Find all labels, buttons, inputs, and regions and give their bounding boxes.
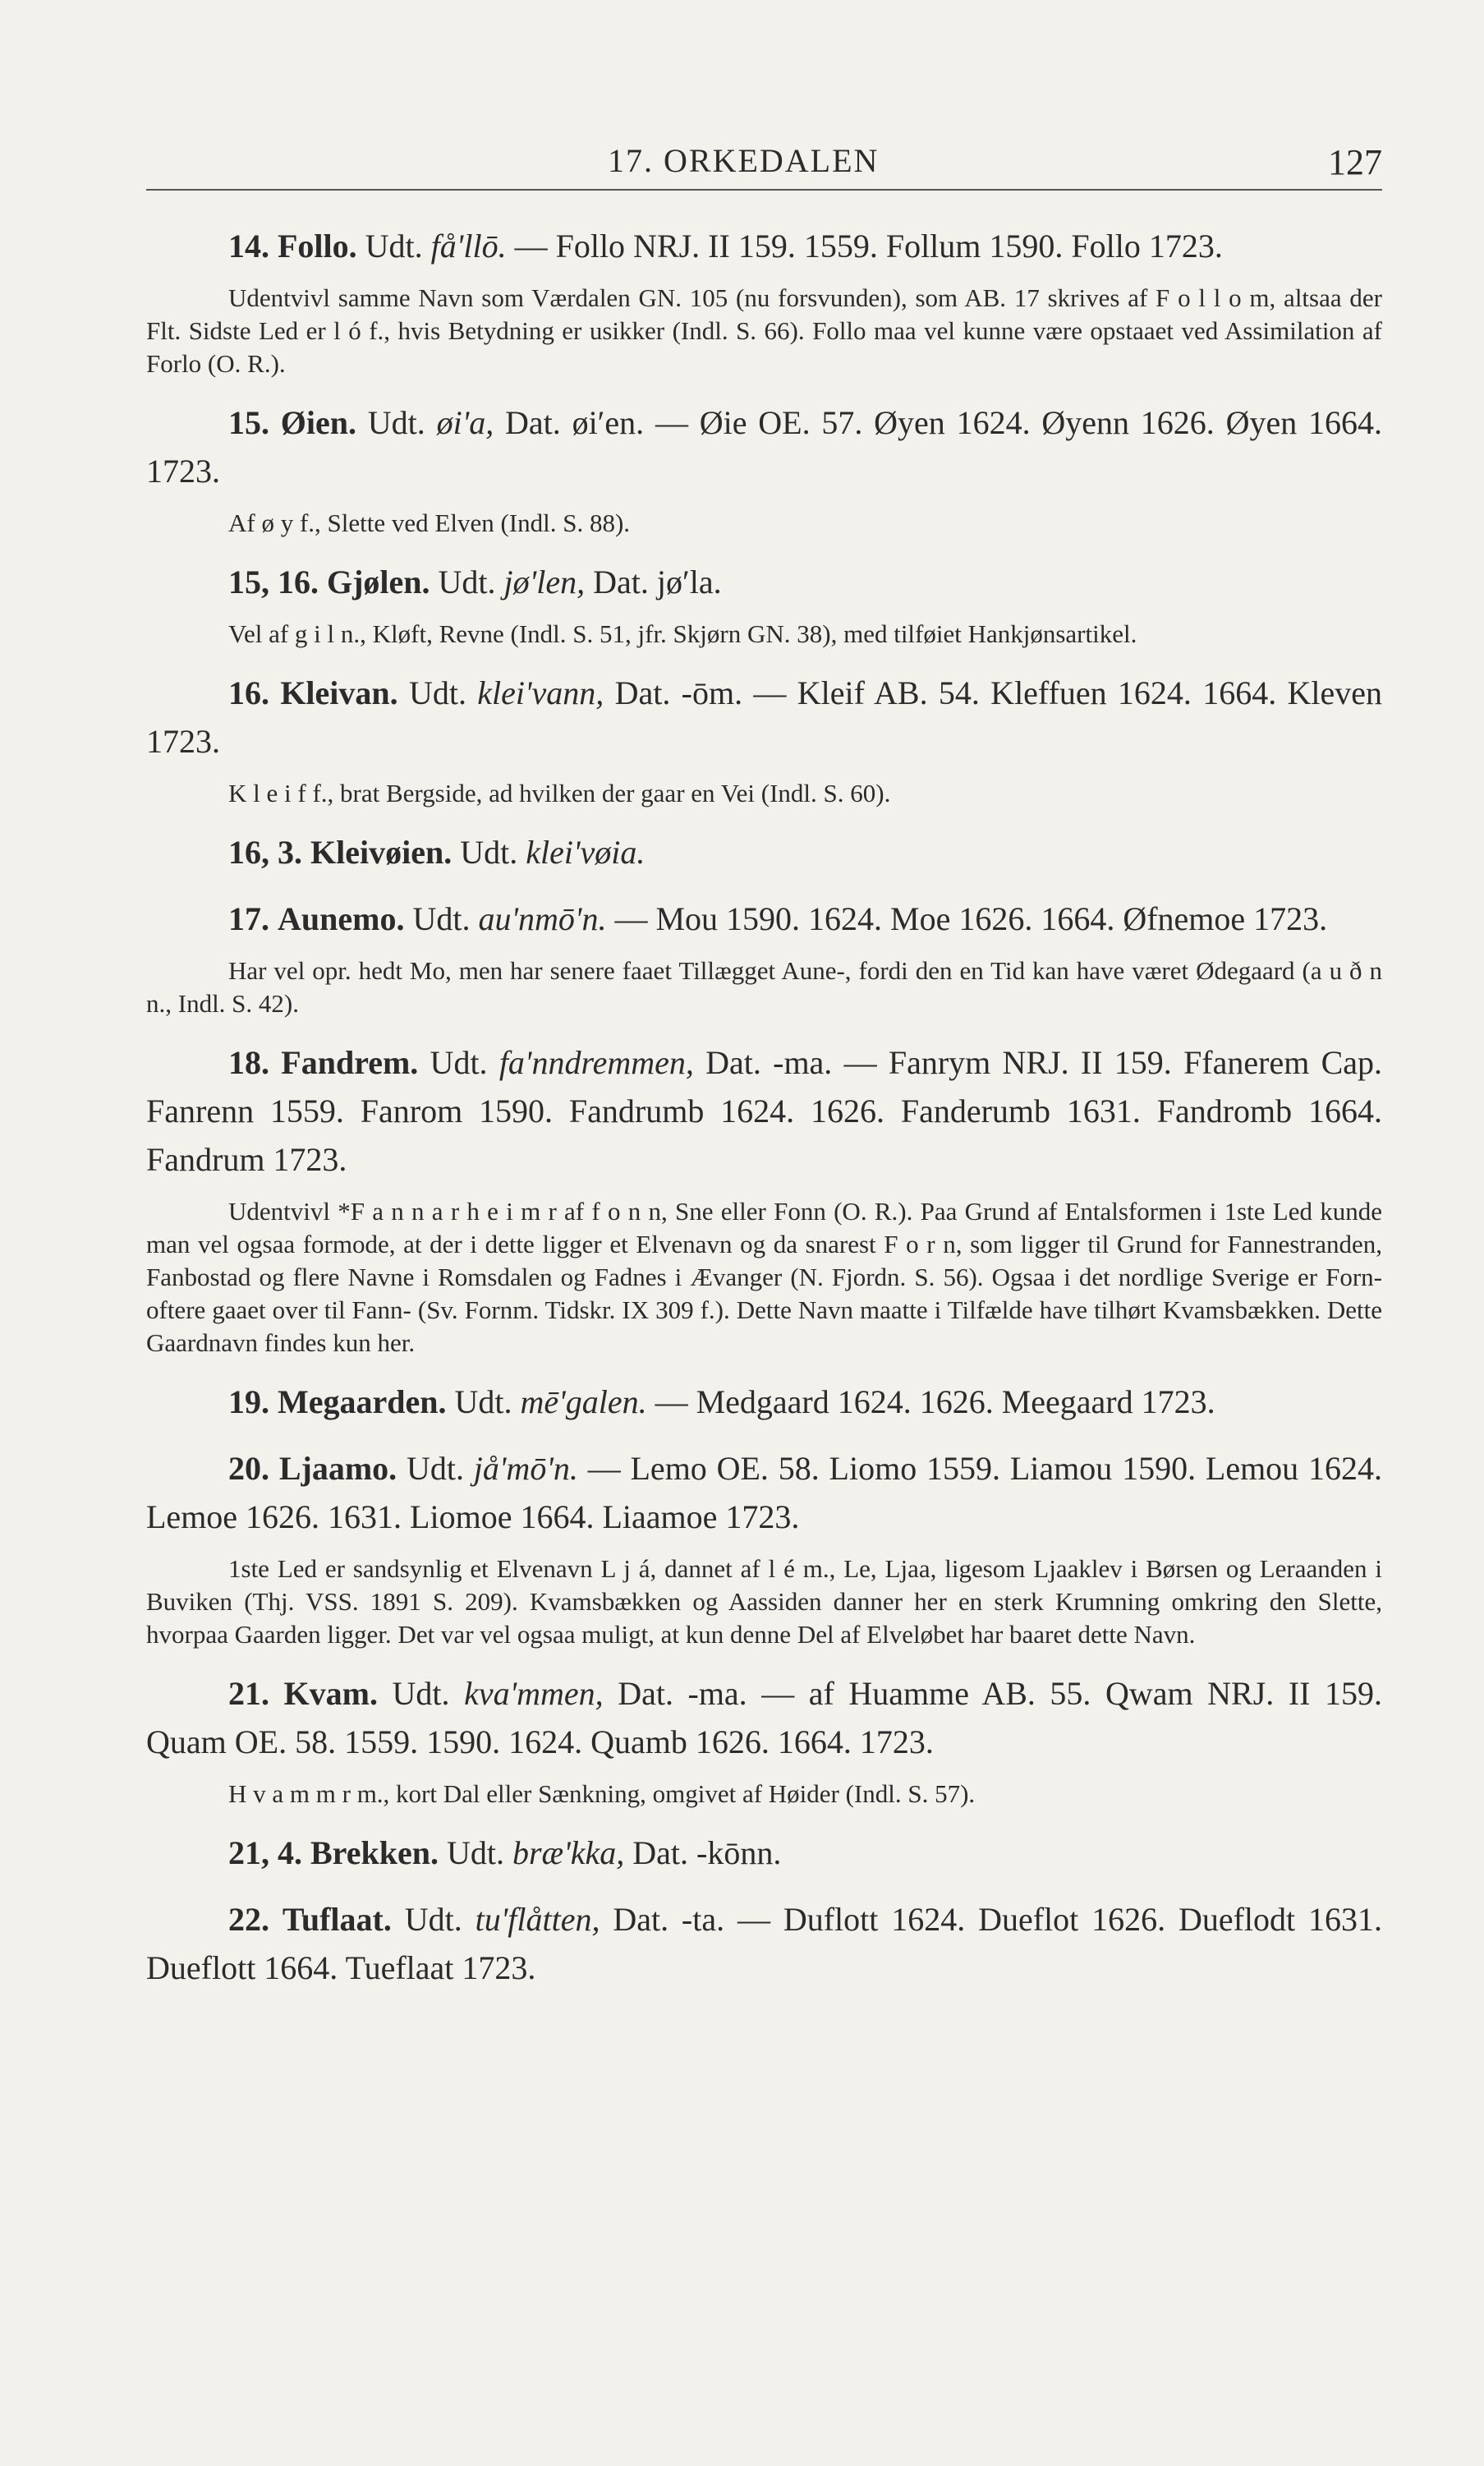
- pronunciation: jøʹlen,: [503, 564, 586, 600]
- entry-15-16-note: Vel af g i l n., Kløft, Revne (Indl. S. 51, jfr. Skjørn GN. 38), med tilføiet Hankjønsartikel.: [228, 619, 1137, 648]
- entry-15-heading: 15. Øien. Udt. øiʹa, Dat. øiʹen. — Øie OE. 57. Øyen 1624. Øyenn 1626. Øyen 1664. 1723.: [146, 404, 1382, 490]
- entry-number: 16, 3.: [228, 834, 302, 871]
- farm-name: Fandrem.: [281, 1044, 419, 1081]
- entry-14-note: Udentvivl samme Navn som Værdalen GN. 105 (nu forsvunden), som AB. 17 skrives af F o l l o m, altsaa der Flt. Sidste Led er l ó f., hvis Betydning er usikker (Indl. S. 66). Follo maa vel kunne være opstaaet ved Assimilation af Forlo (O. R.).: [146, 283, 1382, 378]
- historical-forms: Dat. -ta. — Duflott 1624. Dueflot 1626. Dueflodt 1631. Dueflott 1664. Tueflaat 1723.: [146, 1901, 1383, 1986]
- entry-number: 22.: [228, 1901, 269, 1938]
- pronunciation: kleiʹvøia.: [526, 834, 646, 871]
- historical-forms: — Follo NRJ. II 159. 1559. Follum 1590. Follo 1723.: [514, 228, 1223, 265]
- historical-forms: Dat. -kōnn.: [632, 1834, 782, 1871]
- pronunciation: øiʹa,: [436, 404, 494, 441]
- historical-forms: — Mou 1590. 1624. Moe 1626. 1664. Øfnemoe 1723.: [614, 900, 1328, 937]
- pronunciation: bræʹkka,: [512, 1834, 625, 1871]
- entry-number: 15, 16.: [228, 564, 319, 600]
- entry-number: 20.: [228, 1450, 269, 1487]
- entry-21-heading: 21. Kvam. Udt. kvaʹmmen, Dat. -ma. — af Huamme AB. 55. Qwam NRJ. II 159. Quam OE. 58. 1559. 1590. 1624. Quamb 1626. 1664. 1723.: [146, 1675, 1383, 1760]
- entry-16-heading: 16. Kleivan. Udt. kleiʹvann, Dat. -ōm. — Kleif AB. 54. Kleffuen 1624. 1664. Kleven 1723.: [146, 674, 1383, 760]
- farm-name: Megaarden.: [278, 1383, 447, 1420]
- entry-17-heading: 17. Aunemo. Udt. auʹnmōʹn. — Mou 1590. 1624. Moe 1626. 1664. Øfnemoe 1723.: [228, 900, 1328, 937]
- entry-14-heading: 14. Follo. Udt. fåʹllō. — Follo NRJ. II 159. 1559. Follum 1590. Follo 1723.: [228, 228, 1223, 265]
- historical-forms: — Medgaard 1624. 1626. Meegaard 1723.: [655, 1383, 1215, 1420]
- pronunciation: jåʹmōʹn.: [473, 1450, 578, 1487]
- running-header: [146, 131, 1382, 191]
- pronunciation: mēʹgalen.: [520, 1383, 647, 1420]
- entry-17-note: Har vel opr. hedt Mo, men har senere faaet Tillægget Aune-, fordi den en Tid kan have været Ødegaard (a u ð n n., Indl. S. 42).: [146, 956, 1382, 1018]
- entry-number: 18.: [228, 1044, 269, 1081]
- farm-name: Follo.: [278, 228, 357, 265]
- entry-16-3-heading: 16, 3. Kleivøien. Udt. kleiʹvøia.: [228, 834, 646, 871]
- historical-forms: Dat. jøʹla.: [593, 564, 722, 600]
- entry-number: 16.: [228, 674, 269, 711]
- farm-name: Øien.: [280, 404, 357, 441]
- entry-22-heading: 22. Tuflaat. Udt. tuʹflåtten, Dat. -ta. — Duflott 1624. Dueflot 1626. Dueflodt 1631. Dueflott 1664. Tueflaat 1723.: [146, 1901, 1383, 1986]
- entry-20-note: 1ste Led er sandsynlig et Elvenavn L j á, dannet af l é m., Le, Ljaa, ligesom Ljaaklev i Børsen og Leraanden i Buviken (Thj. VSS. 1891 S. 209). Kvamsbækken og Aassiden danner her en sterk Krumning omkring den Slette, hvorpaa Gaarden ligger. Det var vel ogsaa muligt, at kun denne Del af Elveløbet har baaret dette Navn.: [146, 1554, 1382, 1649]
- entry-18-note: Udentvivl *F a n n a r h e i m r af f o n n, Sne eller Fonn (O. R.). Paa Grund af Entalsformen i 1ste Led kunde man vel ogsaa formode, at der i dette ligger et Elvenavn og da snarest F o r n, som ligger til Grund for Fannestranden, Fanbostad og flere Navne i Romsdalen og Fadnes i Ævanger (N. Fjordn. S. 56). Ogsaa i det nordlige Sverige er Forn- oftere gaaet over til Fann- (Sv. Fornm. Tidskr. IX 309 f.). Dette Navn maatte i Tilfælde have tilhørt Kvamsbækken. Dette Gaardnavn findes kun her.: [146, 1197, 1382, 1357]
- entry-number: 14.: [228, 228, 269, 265]
- entry-number: 17.: [228, 900, 269, 937]
- farm-name: Aunemo.: [278, 900, 405, 937]
- pronunciation: fåʹllō.: [430, 228, 507, 265]
- entry-20-heading: 20. Ljaamo. Udt. jåʹmōʹn. — Lemo OE. 58. Liomo 1559. Liamou 1590. Lemou 1624. Lemoe 1626. 1631. Liomoe 1664. Liaamoe 1723.: [146, 1450, 1382, 1535]
- pronunciation: kleiʹvann,: [477, 674, 604, 711]
- historical-forms: Dat. -ōm. — Kleif AB. 54. Kleffuen 1624. 1664. Kleven 1723.: [146, 674, 1383, 760]
- historical-forms: Dat. øiʹen. — Øie OE. 57. Øyen 1624. Øyenn 1626. Øyen 1664. 1723.: [146, 404, 1382, 490]
- historical-forms: Dat. -ma. — af Huamme AB. 55. Qwam NRJ. II 159. Quam OE. 58. 1559. 1590. 1624. Quamb 1626. 1664. 1723.: [146, 1675, 1383, 1760]
- historical-forms: Dat. -ma. — Fanrym NRJ. II 159. Ffanerem Cap. Fanrenn 1559. Fanrom 1590. Fandrumb 1624. 1626. Fanderumb 1631. Fandromb 1664. Fandrum 1723.: [146, 1044, 1383, 1178]
- entry-15-16-heading: 15, 16. Gjølen. Udt. jøʹlen, Dat. jøʹla.: [228, 564, 722, 600]
- farm-name: Kleivan.: [280, 674, 398, 711]
- pronunciation: auʹnmōʹn.: [478, 900, 607, 937]
- entry-21-4-heading: 21, 4. Brekken. Udt. bræʹkka, Dat. -kōnn.: [228, 1834, 782, 1871]
- entries: [146, 222, 1382, 1992]
- entry-15-note: Af ø y f., Slette ved Elven (Indl. S. 88).: [228, 508, 631, 537]
- entry-16-note: K l e i f f., brat Bergside, ad hvilken der gaar en Vei (Indl. S. 60).: [228, 779, 891, 807]
- pronunciation: faʹnndremmen,: [498, 1044, 694, 1081]
- pronunciation: kvaʹmmen,: [464, 1675, 604, 1712]
- entry-number: 19.: [228, 1383, 269, 1420]
- farm-name: Kleivøien.: [310, 834, 453, 871]
- entry-number: 21, 4.: [228, 1834, 302, 1871]
- pronunciation: tuʹflåtten,: [475, 1901, 600, 1938]
- farm-name: Kvam.: [283, 1675, 378, 1712]
- historical-forms: — Lemo OE. 58. Liomo 1559. Liamou 1590. Lemou 1624. Lemoe 1626. 1631. Liomoe 1664. Liaamoe 1723.: [146, 1450, 1382, 1535]
- farm-name: Brekken.: [310, 1834, 439, 1871]
- chapter-title: 17. ORKEDALEN: [608, 142, 880, 179]
- farm-name: Gjølen.: [327, 564, 430, 600]
- farm-name: Tuflaat.: [282, 1901, 392, 1938]
- entry-number: 21.: [228, 1675, 269, 1712]
- page-number: 127: [1328, 142, 1382, 182]
- entry-18-heading: 18. Fandrem. Udt. faʹnndremmen, Dat. -ma. — Fanrym NRJ. II 159. Ffanerem Cap. Fanrenn 1559. Fanrom 1590. Fandrumb 1624. 1626. Fanderumb 1631. Fandromb 1664. Fandrum 1723.: [146, 1044, 1383, 1178]
- farm-name: Ljaamo.: [278, 1450, 397, 1487]
- entry-21-note: H v a m m r m., kort Dal eller Sænkning, omgivet af Høider (Indl. S. 57).: [228, 1779, 976, 1808]
- entry-19-heading: 19. Megaarden. Udt. mēʹgalen. — Medgaard 1624. 1626. Meegaard 1723.: [228, 1383, 1215, 1420]
- entry-number: 15.: [228, 404, 269, 441]
